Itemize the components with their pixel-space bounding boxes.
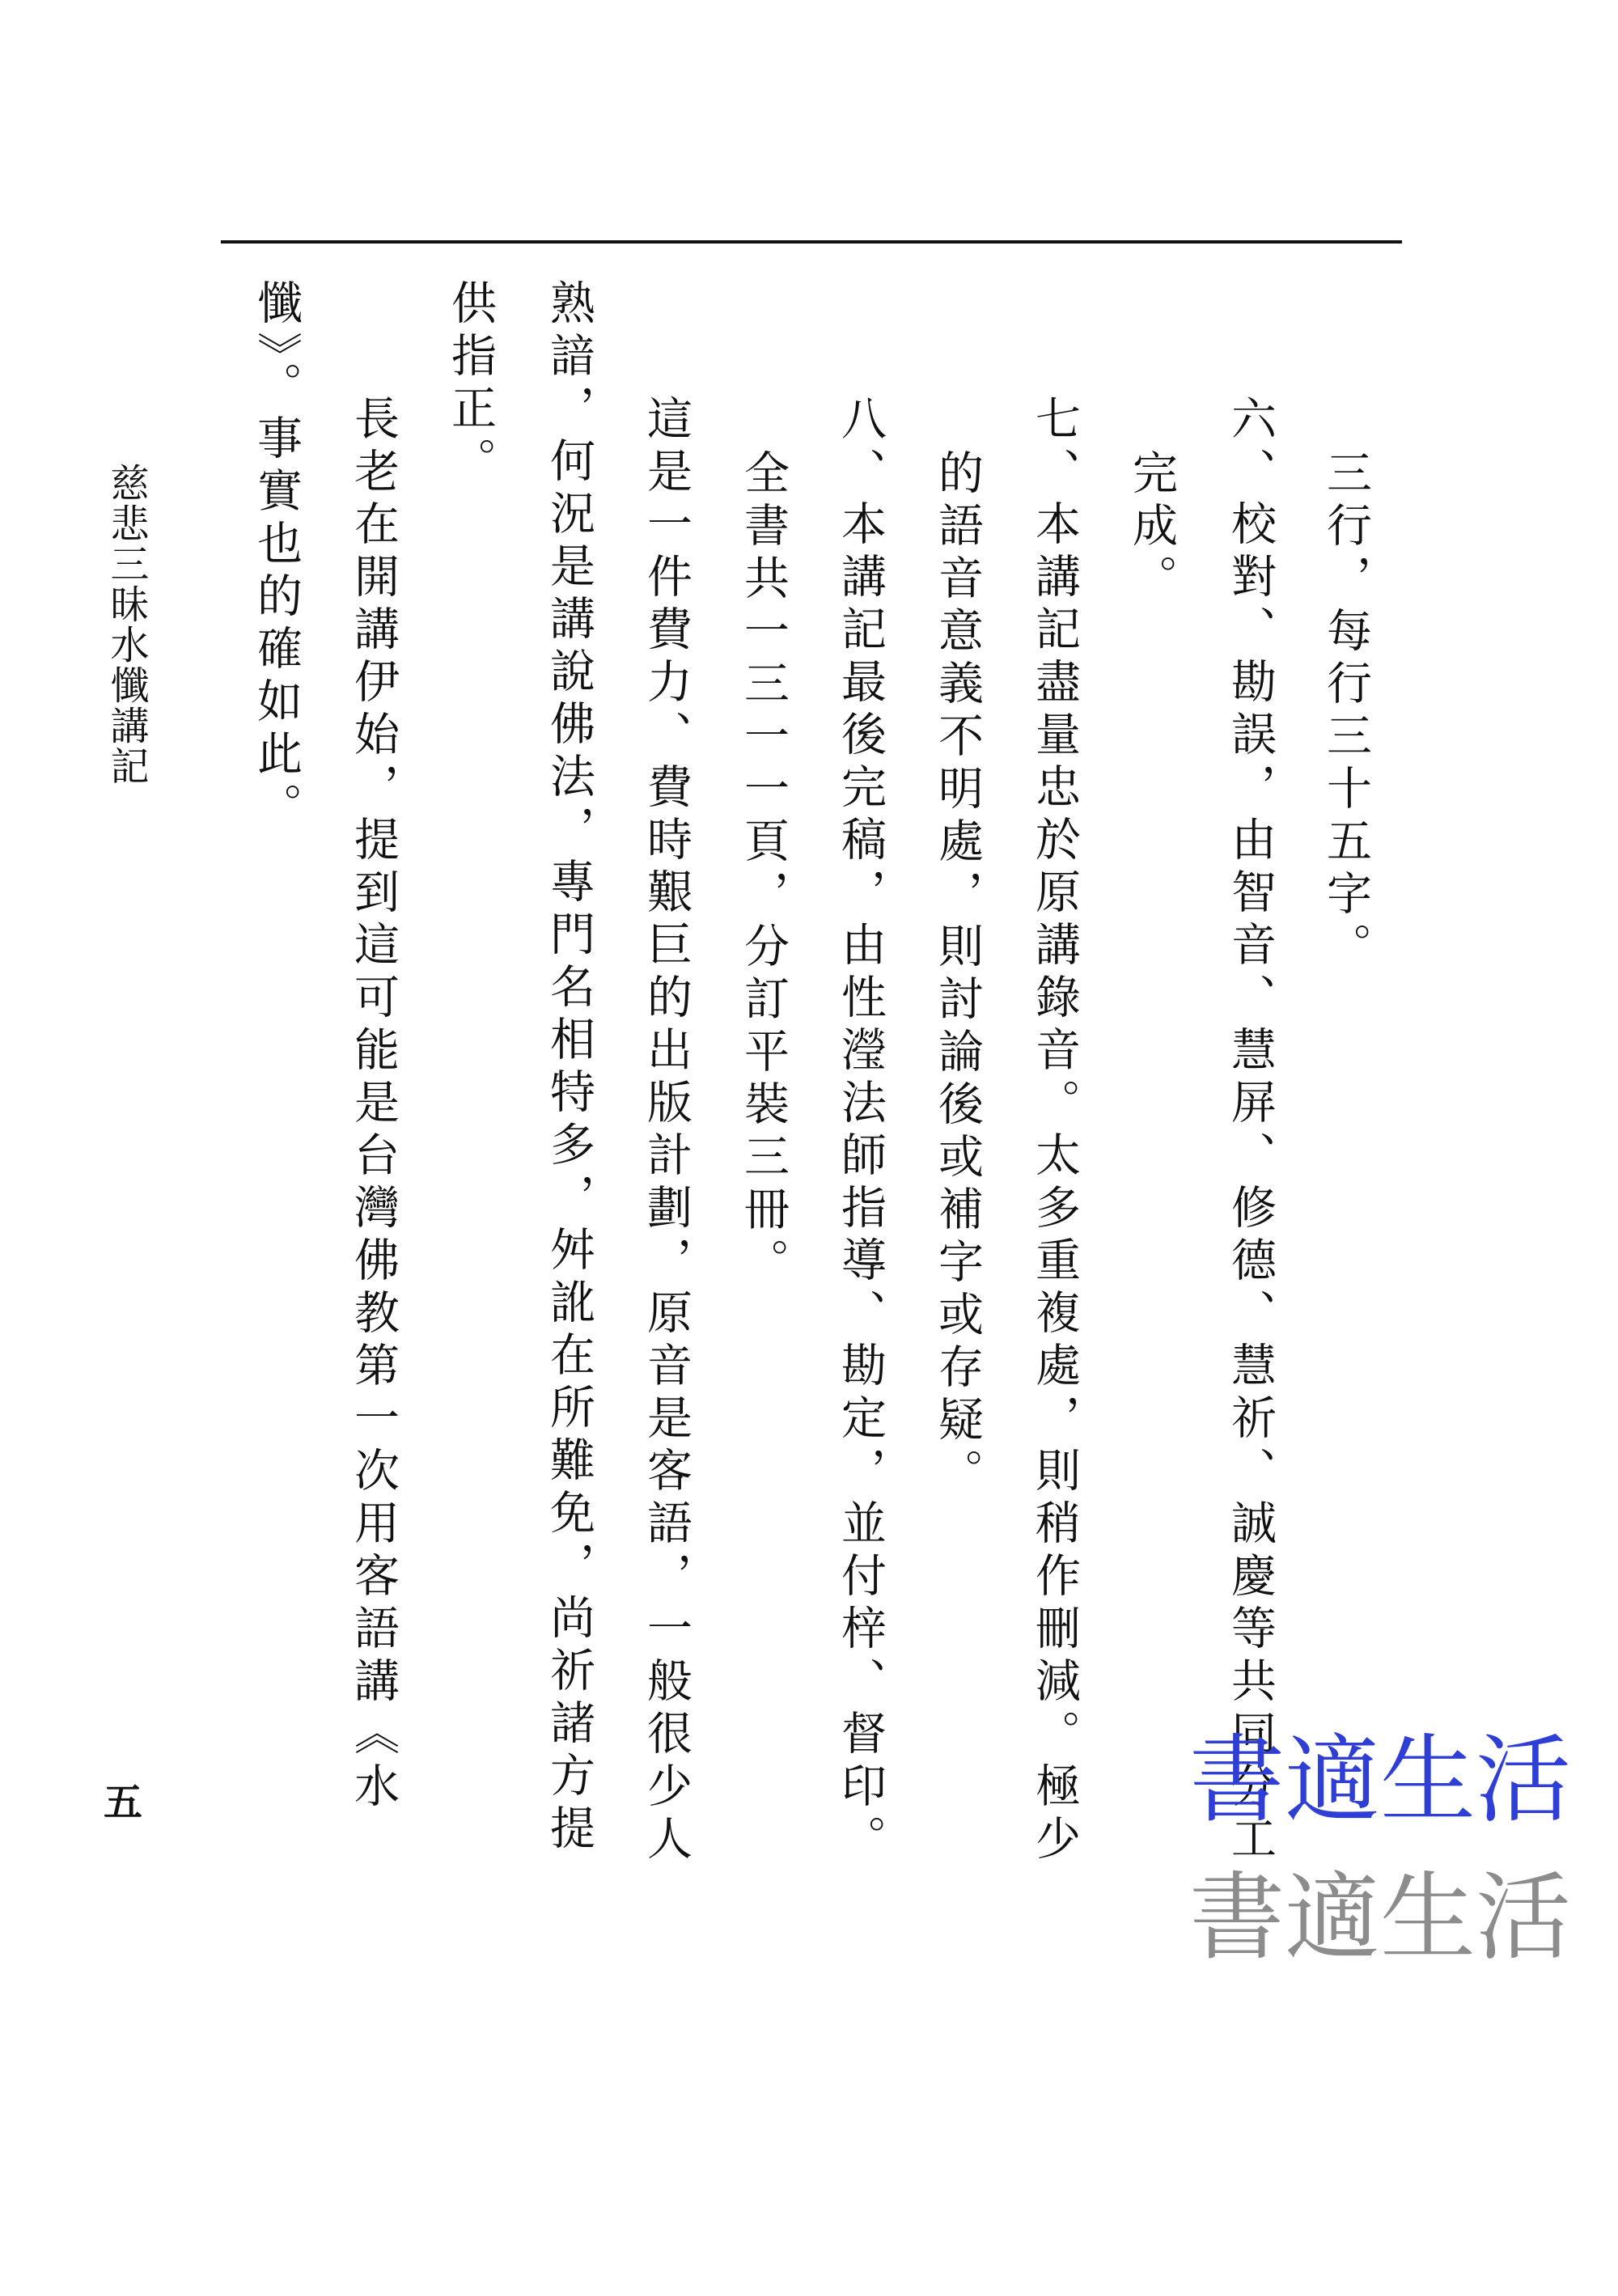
watermark-blue: 書適生活 (1189, 1724, 1572, 1836)
text-column-11: 長老在開講伊始，提到這可能是台灣佛教第一次用客語講《水 (347, 395, 400, 1815)
text-column-7: 全書共一三一一頁，分訂平裝三冊。 (737, 449, 790, 1290)
page-number: 五 (104, 1780, 143, 1825)
text-column-5: 的語音意義不明處，則討論後或補字或存疑。 (931, 449, 984, 1501)
text-column-9: 熟諳，何況是講說佛法，專門名相特多，舛訛在所難免，尚祈諸方提 (543, 279, 595, 1857)
running-head-book-title: 慈悲三昧水懺講記 (104, 463, 149, 786)
text-column-4: 七、本講記盡量忠於原講錄音。太多重複處，則稍作刪減。極少 (1028, 395, 1081, 1867)
text-column-6: 八、本講記最後完稿，由性瀅法師指導、勘定，並付梓、督印。 (834, 395, 887, 1867)
top-rule (221, 240, 1402, 244)
watermark-gray: 書適生活 (1189, 1862, 1572, 1973)
text-column-12: 懺》。事實也的確如此。 (250, 279, 303, 835)
text-column-3: 完成。 (1125, 449, 1178, 607)
text-column-1: 三行，每行三十五字。 (1319, 449, 1372, 975)
text-column-10: 供指正。 (444, 279, 497, 489)
text-column-8: 這是一件費力、費時艱巨的出版計劃，原音是客語，一般很少人 (640, 395, 693, 1867)
text-column-2: 六、校對、勘誤，由智音、慧屏、修德、慧祈、誠慶等共同分工 (1224, 395, 1277, 1867)
